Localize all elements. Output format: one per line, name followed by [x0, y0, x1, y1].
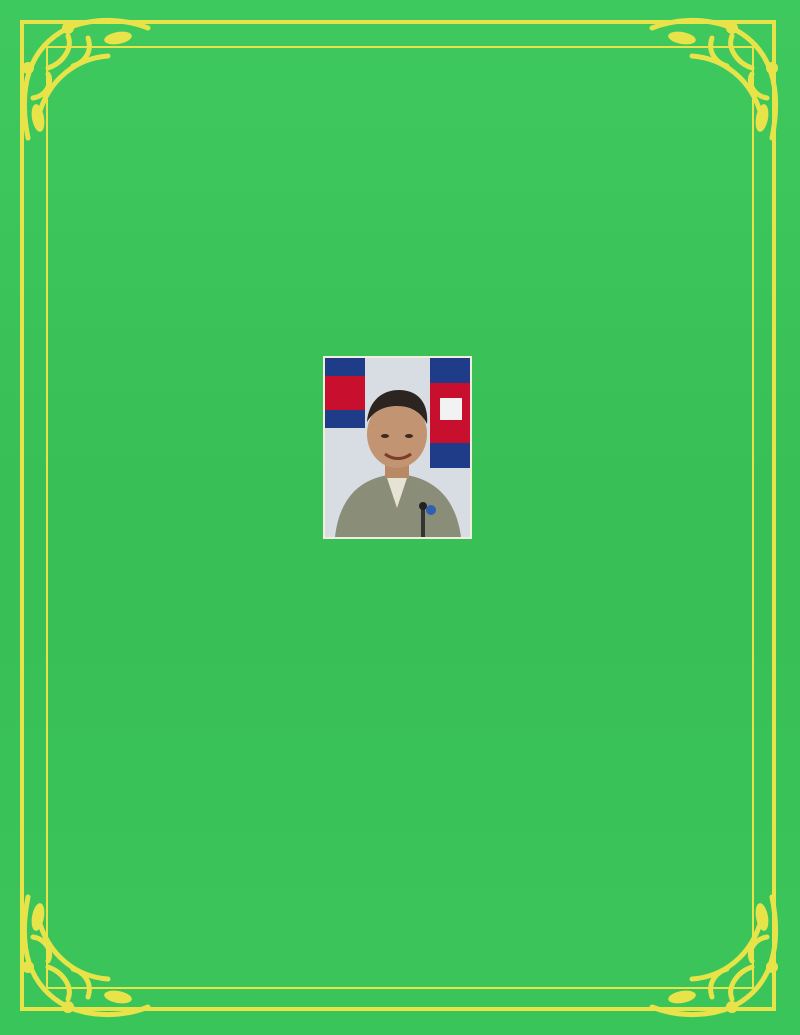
- scroll-ornament-icon: [8, 877, 158, 1027]
- scroll-ornament-icon: [642, 8, 792, 158]
- scroll-ornament-icon: [642, 877, 792, 1027]
- scroll-ornament-icon: [8, 8, 158, 158]
- cambodia-flag-icon: [325, 358, 365, 428]
- portrait-illustration: [325, 358, 470, 537]
- cambodia-flag-icon: [430, 358, 470, 468]
- portrait-photo: [323, 356, 472, 539]
